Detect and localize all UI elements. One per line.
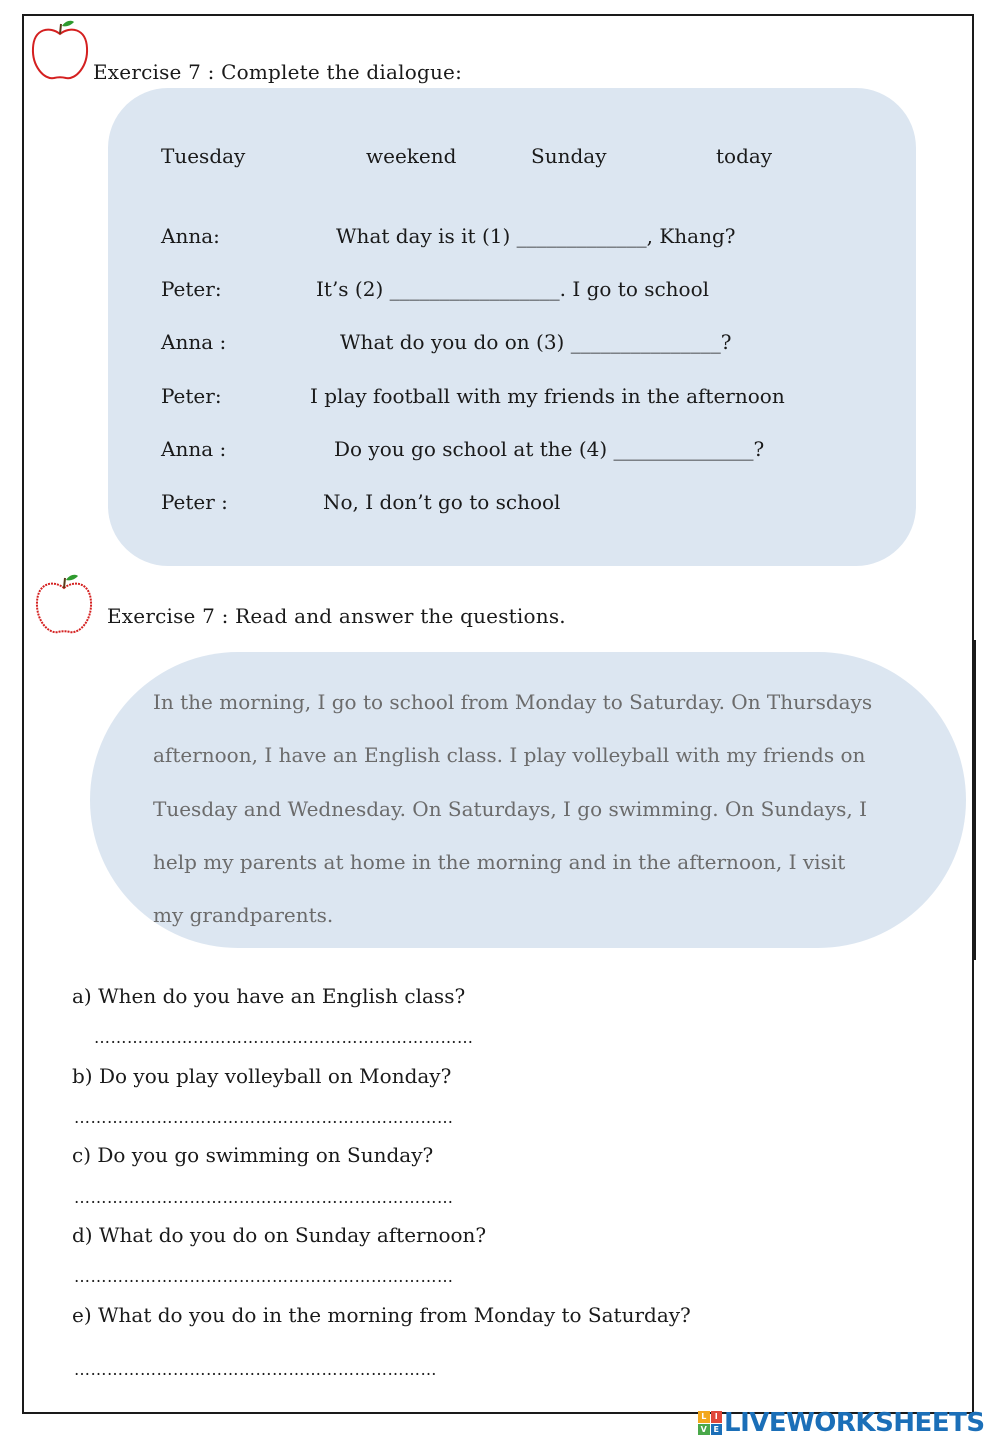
- dialogue-speaker: Anna:: [161, 224, 220, 248]
- dialogue-line[interactable]: Do you go school at the (4) ______________?: [334, 437, 765, 461]
- dialogue-speaker: Peter:: [161, 277, 222, 301]
- reading-passage: [153, 676, 953, 942]
- question-a: a) When do you have an English class?: [72, 984, 466, 1008]
- apple-icon: [34, 570, 94, 636]
- word-bank-item: Sunday: [531, 144, 607, 168]
- dialogue-line: No, I don’t go to school: [323, 490, 561, 514]
- dialogue-speaker: Anna :: [161, 437, 227, 461]
- logo-box-letter: L: [698, 1411, 710, 1423]
- dialogue-line[interactable]: What day is it (1) _____________, Khang?: [336, 224, 736, 248]
- dialogue-line: I play football with my friends in the afternoon: [310, 384, 785, 408]
- passage-line: Tuesday and Wednesday. On Saturdays, I go swimming. On Sundays, I: [153, 796, 868, 821]
- passage-line: help my parents at home in the morning and in the afternoon, I visit: [153, 849, 846, 874]
- apple-icon: [30, 18, 90, 82]
- exercise-2-title: Exercise 7 : Read and answer the questions.: [107, 604, 566, 628]
- answer-field-c[interactable]: ……………………………………………………………: [74, 1188, 454, 1207]
- page-edge-line: [974, 640, 976, 960]
- answer-field-a[interactable]: ……………………………………………………………: [94, 1028, 474, 1047]
- passage-line: my grandparents.: [153, 903, 334, 928]
- question-d: d) What do you do on Sunday afternoon?: [72, 1223, 487, 1247]
- answer-field-d[interactable]: ……………………………………………………………: [74, 1267, 454, 1286]
- passage-line: In the morning, I go to school from Monday to Saturday. On Thursdays: [153, 690, 873, 714]
- dialogue-speaker: Anna :: [161, 330, 227, 354]
- answer-field-b[interactable]: ……………………………………………………………: [74, 1108, 454, 1127]
- logo-box-letter: I: [711, 1411, 723, 1423]
- word-bank-item: weekend: [366, 144, 457, 168]
- liveworksheets-logo-icon: [698, 1411, 722, 1435]
- question-e: e) What do you do in the morning from Monday to Saturday?: [72, 1303, 691, 1327]
- dialogue-line[interactable]: What do you do on (3) _______________?: [340, 330, 732, 354]
- question-c: c) Do you go swimming on Sunday?: [72, 1143, 434, 1167]
- dialogue-speaker: Peter :: [161, 490, 228, 514]
- word-bank-item: Tuesday: [161, 144, 246, 168]
- exercise-1-title: Exercise 7 : Complete the dialogue:: [93, 60, 463, 84]
- dialogue-line[interactable]: It’s (2) _________________. I go to school: [316, 277, 710, 301]
- logo-text: LIVEWORKSHEETS: [724, 1408, 985, 1438]
- answer-field-e[interactable]: …………………………………………………………: [74, 1360, 437, 1379]
- question-b: b) Do you play volleyball on Monday?: [72, 1064, 452, 1088]
- liveworksheets-logo[interactable]: [698, 1408, 985, 1438]
- passage-line: afternoon, I have an English class. I play volleyball with my friends on: [153, 743, 866, 768]
- logo-box-letter: E: [711, 1424, 723, 1436]
- logo-box-letter: V: [698, 1424, 710, 1436]
- dialogue-speaker: Peter:: [161, 384, 222, 408]
- word-bank-item: today: [716, 144, 773, 168]
